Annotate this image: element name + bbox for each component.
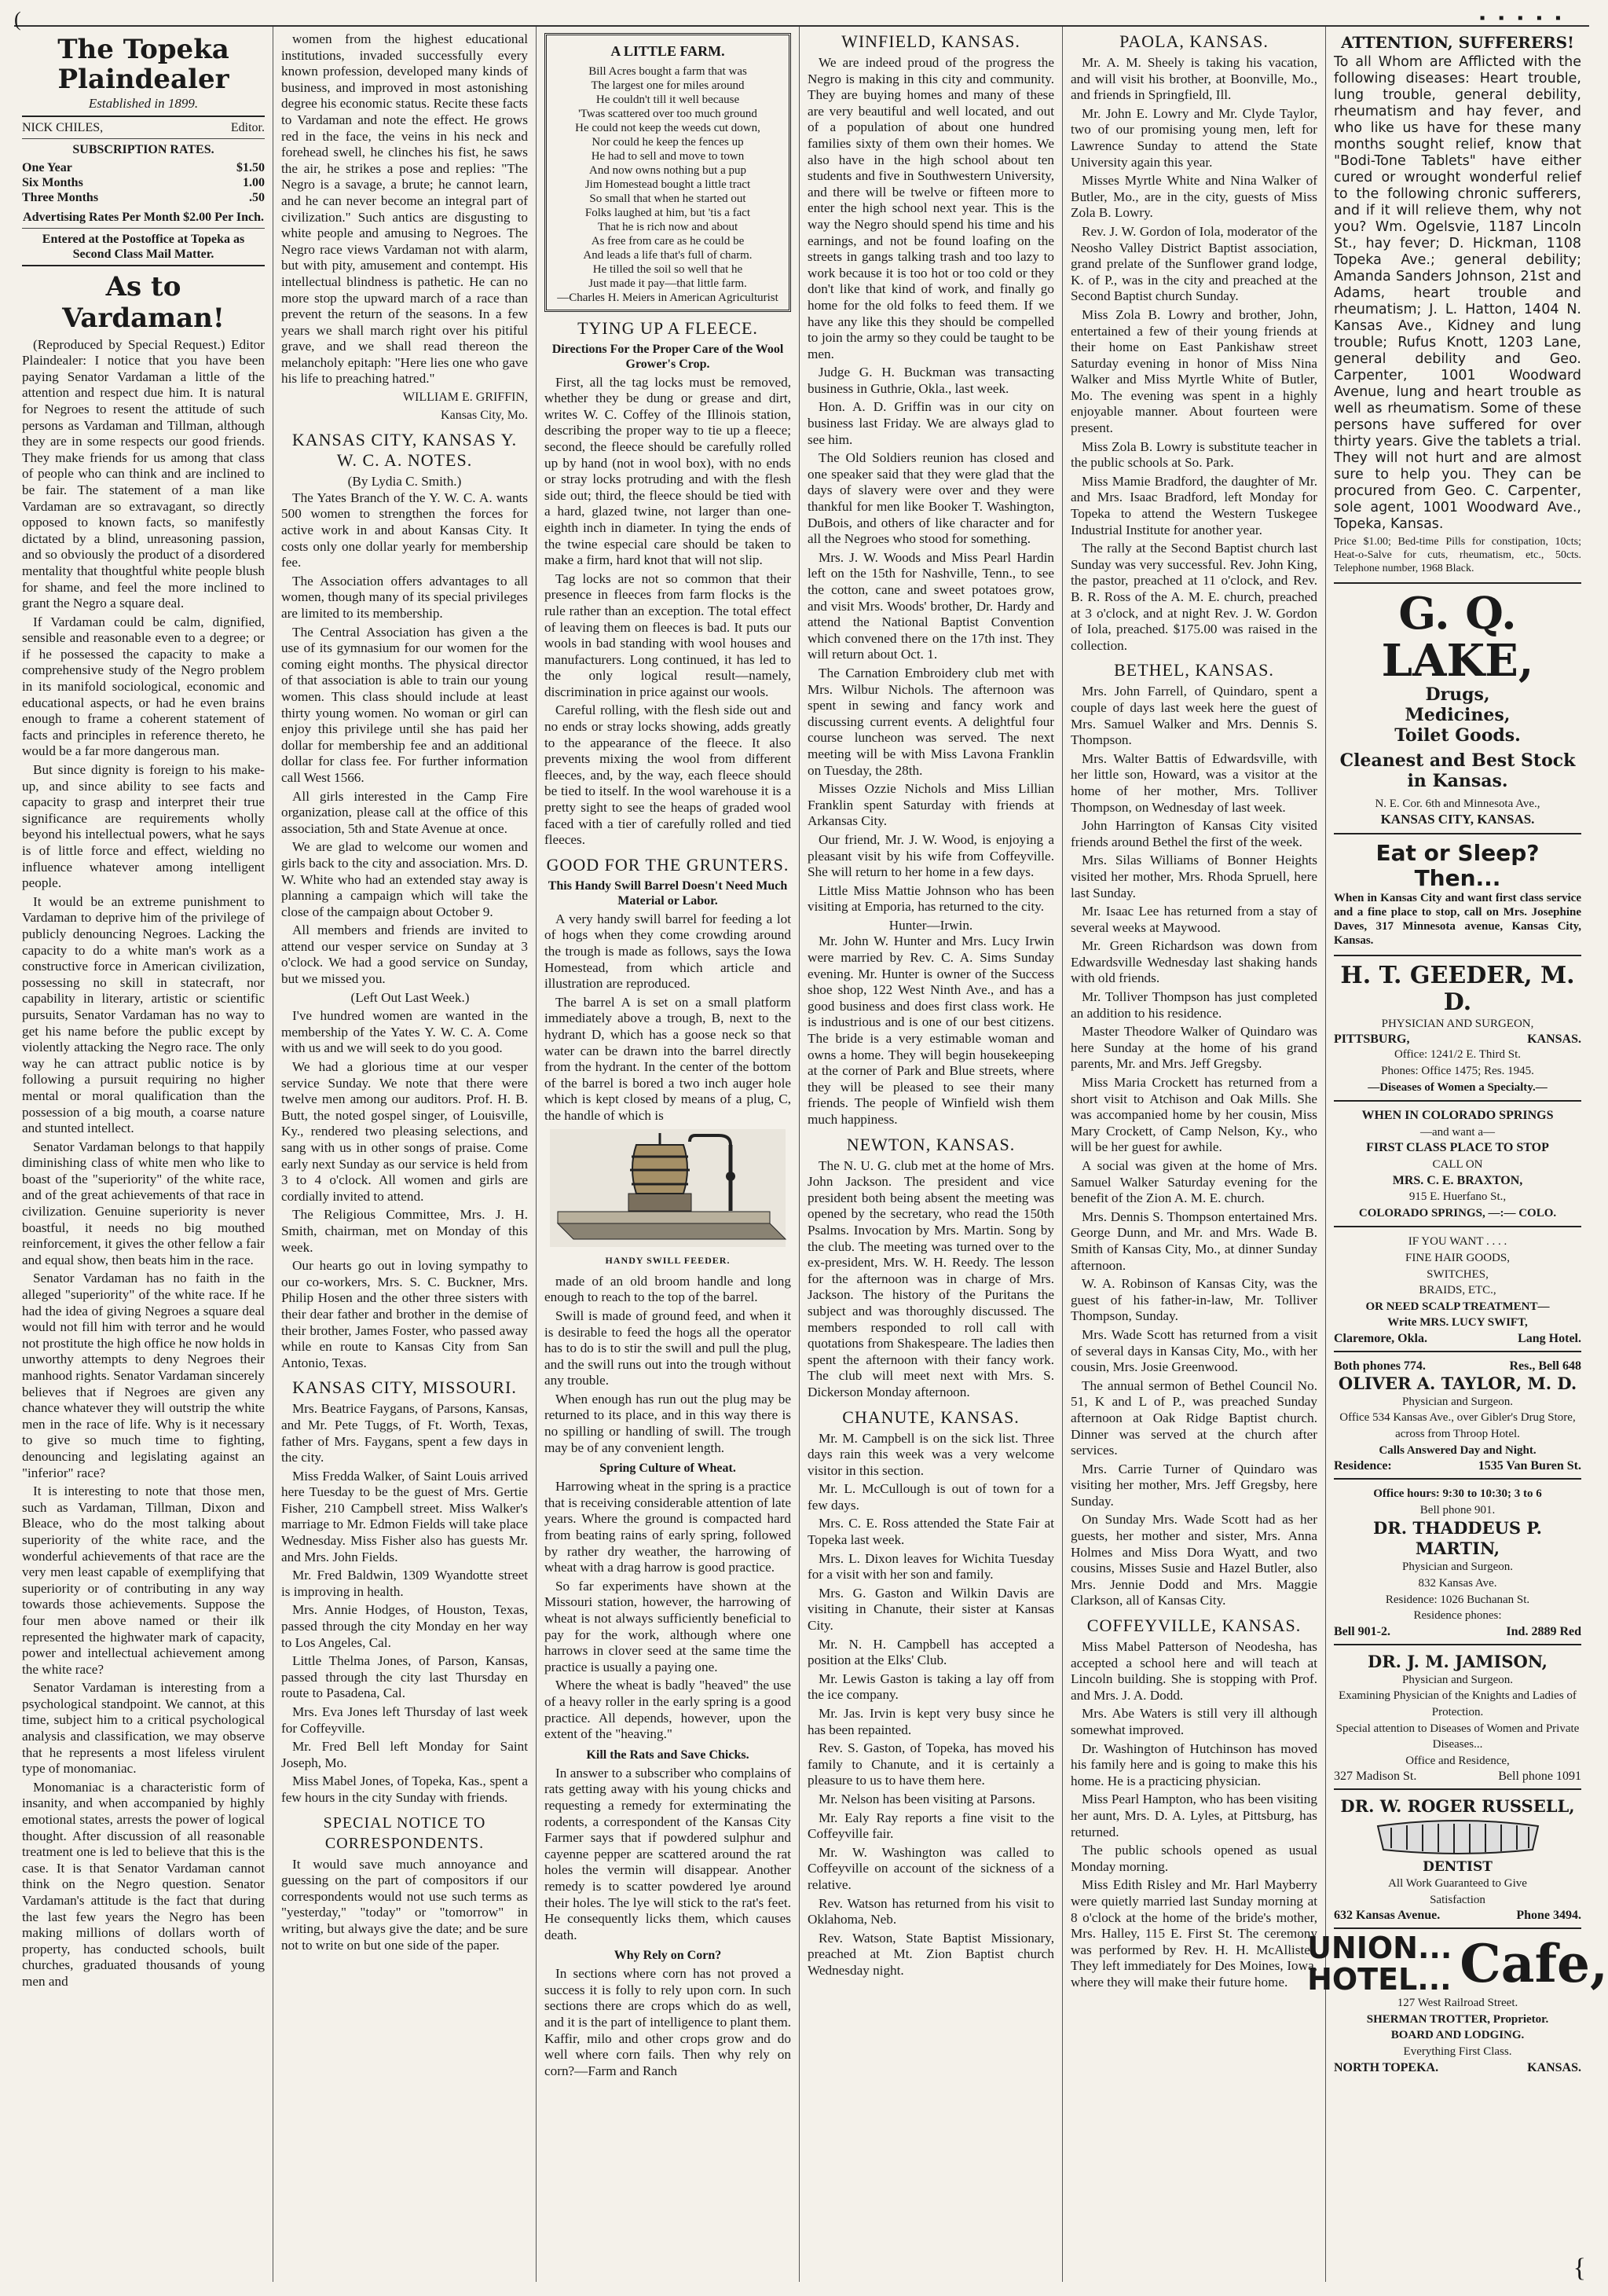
poem-line: He could not keep the weeds cut down, [575, 121, 760, 134]
ad-state: KANSAS. [1527, 2060, 1581, 2074]
ad-line: Medicines, [1405, 704, 1511, 725]
ad-line: Physician and Surgeon. [1402, 1395, 1513, 1408]
ad-fineprint: Price $1.00; Bed-time Pills for constipation, 10cts; Heat-o-Salve for cuts, rheumatism, etc., 50cts. Telephone number, 1968 Black. [1334, 535, 1581, 574]
paragraph: Careful rolling, with the flesh side out and no ends or stray locks showing, adds greatly to the appearance of the fleece. It also prevents mixing the wool from different fleeces, and, by the way, each fleece should be tied to itself. In the wool warehouse it is a pretty sight to see the heaps of graded wool faced with a tier of carefully rolled and tied fleeces. [544, 702, 791, 848]
union-heading [1307, 1931, 1608, 1997]
paragraph: W. A. Robinson of Kansas City, was the guest of his father-in-law, Mr. Tolliver Thompson, Sunday. [1071, 1276, 1317, 1324]
ad-line: Calls Answered Day and Night. [1379, 1443, 1537, 1457]
cafe-word: Cafe, [1460, 1933, 1608, 1995]
paragraph: (Left Out Last Week.) [350, 989, 470, 1005]
editor-line [22, 120, 265, 135]
section-heading: KANSAS CITY, KANSAS Y. W. C. A. NOTES. [291, 430, 518, 471]
paragraph: Where the wheat is badly "heaved" the use of a heavy roller in the early spring is a good practice. All depends, however, upon the extent of the "heaving." [544, 1678, 791, 1742]
ad-russell [1334, 1793, 1581, 1929]
paragraph: Rev. Watson has returned from his visit to Oklahoma, Neb. [808, 1895, 1054, 1927]
paragraph: The public schools opened as usual Monday morning. [1071, 1843, 1317, 1874]
paragraph: Senator Vardaman is interesting from a psychological standpoint. We cannot, at this time, subject him to a critical psychological analysis and classification, we may observe that he represents a most lifeless virulent type of monomaniac. [22, 1680, 265, 1777]
poem-line: That he is rich now and about [597, 220, 738, 233]
paragraph: Mrs. Walter Battis of Edwardsville, with her little son, Howard, was a visitor at the home of her mother, Mrs. Tolliver Thompson, on Wednesday of last week. [1071, 750, 1317, 815]
ad-subtitle: PHYSICIAN AND SURGEON, [1381, 1017, 1534, 1030]
ad-residence-row [1334, 1458, 1581, 1473]
ad-title: DR. W. ROGER RUSSELL, [1340, 1796, 1575, 1817]
paragraph: Harrowing wheat in the spring is a practice that is receiving considerable attention of late years. Where the ground is compacted hard from beating rains of early spring, followed by rather dry weather, the harrowing of wheat with a drag harrow is good practice. [544, 1479, 791, 1575]
paragraph: First, all the tag locks must be removed, whether they be dung or grease and dirt, writes W. C. Coffey of the Illinois station, describing the proper way to tie up a fleece; second, the fleece should be carefully rolled up by hand (not in wool box), with no ends or stray locks protruding and with the flesh side out; third, the fleece should be tied with a hard, glazed twine, not larger than one-eighth inch in diameter. In tying the ends of the twine especial care should be taken to make a firm, hard knot that will not slip. [544, 374, 791, 568]
poem-title: A LITTLE FARM. [610, 43, 725, 59]
paragraph: Mr. A. M. Sheely is taking his vacation, and will visit his brother, at Boonville, Mo., and friends in Springfield, Ill. [1071, 55, 1317, 103]
paragraph: The Carnation Embroidery club met with Mrs. Wilbur Nichols. The afternoon was spent in sewing and fancy work and discussing current events. A delightful four course luncheon was served. The next meeting will be with Miss Lavona Franklin on Tuesday, the 28th. [808, 665, 1054, 778]
ad-phone: Bell 901-2. [1334, 1624, 1390, 1638]
subheading: Kill the Rats and Save Chicks. [586, 1748, 749, 1762]
ad-title: H. T. GEEDER, M. D. [1340, 961, 1575, 1016]
poem-line: Folks laughed at him, but 'tis a fact [584, 206, 751, 219]
poem-box [544, 33, 791, 312]
ad-hours: Office hours: 9:30 to 10:30; 3 to 6 [1373, 1487, 1542, 1501]
ad-line: FIRST CLASS PLACE TO STOP [1366, 1141, 1549, 1155]
ad-geeder [1334, 959, 1581, 1102]
poem-line: He tilled the soil so well that he [592, 262, 743, 276]
rate-label: One Year [22, 160, 72, 174]
ad-city: PITTSBURG, [1334, 1032, 1410, 1047]
ad-phone: Bell phone 1091 [1498, 1770, 1581, 1784]
section-heading: NEWTON, KANSAS. [846, 1134, 1016, 1154]
paragraph: Swill is made of ground feed, and when it is desirable to feed the hogs all the operator has to do is to stir the swill and pull the plug, and the swill runs out into the trough without any trouble. [544, 1308, 791, 1388]
ad-tagline: Cleanest and Best Stock in Kansas. [1339, 750, 1576, 791]
paragraph: All members and friends are invited to attend our vesper service on Sunday at 3 o'clock. We had a good service on Sunday, but we missed you. [281, 922, 528, 987]
paragraph: The annual sermon of Bethel Council No. 51, K and L of P., was preached Sunday afternoon at Oak Ridge Baptist church. Dinner was served at the church after services. [1071, 1377, 1317, 1458]
paragraph: Miss Mabel Patterson of Neodesha, has accepted a school here and will teach at Lincoln building. She is stopping with Prof. and Mrs. J. A. Dodd. [1071, 1639, 1317, 1703]
paragraph: Mrs. J. W. Woods and Miss Pearl Hardin left on the 15th for Nashville, Tenn., to see the cotton, cane and sweet potatoes grow, and visit Mrs. Woods' brother, Dr. Hardy and attend the National Baptist Convention which convened there on the 17th inst. They will return about Oct. 1. [808, 549, 1054, 662]
ad-title: OLIVER A. TAYLOR, M. D. [1338, 1373, 1577, 1393]
ad-line: All Work Guaranteed to Give [1388, 1876, 1527, 1890]
paragraph: Mrs. Eva Jones left Thursday of last week for Coffeyville. [281, 1704, 528, 1736]
paragraph: Senator Vardaman belongs to that happily diminishing class of white men who like to boast of the "superiority" of the white race, and of the great achievements of that race in civilization. Genuine superiority is never boastful, it needs no big mouthed reinforcement, it gives the other fellow a fair and equal show, then beats him in the race. [22, 1139, 265, 1267]
editor-name: NICK CHILES, [22, 120, 104, 134]
ad-line: BRAIDS, ETC., [1419, 1284, 1496, 1297]
ad-city-row [1334, 1331, 1581, 1346]
paragraph: Mr. Green Richardson was down from Edwardsville Wednesday last shaking hands with old friends. [1071, 938, 1317, 986]
poem-line: He had to sell and move to town [591, 149, 745, 163]
ad-line: Residence: 1026 Buchanan St. [1385, 1593, 1530, 1606]
union-word: UNION... [1307, 1931, 1452, 1966]
column-3 [537, 27, 800, 2282]
column-2 [273, 27, 537, 2282]
paragraph: Dr. Washington of Hutchinson has moved his family here and is going to make this his home. He is a practicing physician. [1071, 1740, 1317, 1788]
paragraph: A very handy swill barrel for feeding a lot of hogs when they come crowding around the trough is made as follows, says the Iowa Homestead, from which article and illustration are reproduced. [544, 911, 791, 992]
paragraph: The Association offers advantages to all women, though many of its special privileges are limited to its membership. [281, 573, 528, 621]
ad-phone: Res., Bell 648 [1509, 1359, 1581, 1373]
left-edge-mark: ( [14, 8, 21, 31]
section-heading: TYING UP A FLEECE. [577, 317, 758, 338]
hotel-word: HOTEL... [1307, 1962, 1452, 1997]
masthead: The Topeka Plaindealer [57, 34, 229, 95]
paragraph: It would be an extreme punishment to Vardaman to deprive him of the privilege of publicly denouncing Negroes. Lacking the capacity to do a white man's work as a constructive force in American civilization, possessing no skill in statecraft, nor capability in literary, artistic or scientific pursuits, Senator Vardaman has no way to get his name before the public except by violently attacking the Negro race. The only way he can attract public notice is by following a pursuit requiring no higher mental or moral qualification than the possession of a big mouth, a coarse nature and stunted intellect. [22, 893, 265, 1136]
poem-credit: —Charles H. Meiers in American Agriculturist [557, 291, 778, 304]
paragraph: Miss Zola B. Lowry is substitute teacher in the public schools at So. Park. [1071, 438, 1317, 471]
paragraph: Mrs. Silas Williams of Bonner Heights visited her mother, Mrs. Rhoda Spruell, here last Sunday. [1071, 853, 1317, 900]
article-headline: As to Vardaman! [62, 270, 225, 334]
paragraph: Rev. S. Gaston, of Topeka, has moved his family to Chanute, and it is certainly a pleasure to us to have them here. [808, 1740, 1054, 1788]
ad-hotel: Lang Hotel. [1518, 1331, 1581, 1345]
byline: (By Lydia C. Smith.) [347, 474, 462, 490]
rate-row [22, 160, 265, 175]
paragraph: Mr. Lewis Gaston is taking a lay off from the ice company. [808, 1671, 1054, 1703]
advertising-rates: Advertising Rates Per Month $2.00 Per Inch. [23, 210, 264, 224]
ad-body: When in Kansas City and want first class service and a fine place to stop, call on Mrs. Josephine Daves, 317 Minnesota avenue, Kansas City, Kansas. [1334, 891, 1581, 947]
section-heading: COFFEYVILLE, KANSAS. [1086, 1616, 1302, 1636]
paragraph: Little Thelma Jones, of Parson, Kansas, passed through the city last Thursday en route to Pasadena, Cal. [281, 1653, 528, 1701]
ad-line: IF YOU WANT . . . . [1408, 1235, 1507, 1249]
section-heading: PAOLA, KANSAS. [1119, 31, 1269, 51]
paragraph: I've hundred women are wanted in the membership of the Yates Y. W. C. A. Come with us and we will seek to do you good. [281, 1008, 528, 1056]
ad-phone: Phone 3494. [1516, 1909, 1581, 1923]
paragraph: Our hearts go out in loving sympathy to our co-workers, Mrs. S. C. Buckner, Mrs. Philip Hosen and the other three sisters with their dear father and brother in the demise of their brother, James Foster, who passed away while en route to Kansas City from San Antonio, Texas. [281, 1258, 528, 1370]
paragraph: So far experiments have shown at the Missouri station, however, the harrowing of wheat is not always sufficiently beneficial to pay for the work, although where one harrows in clover seed at the same time the practice is usually a paying one. [544, 1578, 791, 1674]
ad-address: 632 Kansas Avenue. [1334, 1909, 1441, 1923]
poem-line: He couldn't till it well because [595, 93, 740, 106]
paragraph: (Reproduced by Special Request.) Editor Plaindealer: I notice that you have been paying Senator Vardaman a little of the attention and respect due him. It is natural for Negroes to resent the attitude of such persons as Vardaman and Tillman, although they are in some respects our good friends. They make friends for us among that class of people who can think and are inclined to be fair. The statement of a man like Vardaman are so extravagant, so directly opposed to known facts, so manifestly dictated by a blind, unreasoning passion, and so obviously the product of a disordered mentality that thoughtful white people blush for shame, and feel the more inclined to grant the Negro a square deal. [22, 336, 265, 611]
ad-line: WHEN IN COLORADO SPRINGS [1361, 1109, 1554, 1123]
poem-line: Nor could he keep the fences up [592, 135, 744, 149]
section-heading: GOOD FOR THE GRUNTERS. [546, 854, 789, 875]
paragraph: Judge G. H. Buckman was transacting business in Guthrie, Okla., last week. [808, 365, 1054, 396]
poem-line: 'Twas scattered over too much ground [578, 107, 757, 120]
poem-line: Just made it pay—that little farm. [588, 277, 747, 290]
ad-line: BOARD AND LODGING. [1390, 2029, 1525, 2042]
ad-line: 915 E. Huerfano St., [1408, 1190, 1507, 1204]
paragraph: Little Miss Mattie Johnson who has been visiting at Emporia, has returned to the city. [808, 882, 1054, 915]
paragraph: Mrs. Carrie Turner of Quindaro was visiting her mother, Mrs. Jeff Gregsby, here Sunday. [1071, 1461, 1317, 1509]
ad-swift [1334, 1231, 1581, 1352]
top-margin [14, 8, 1589, 31]
barrel-drawing [550, 1129, 786, 1247]
figure-caption: HANDY SWILL FEEDER. [605, 1255, 731, 1267]
ad-line: OR NEED SCALP TREATMENT— [1365, 1300, 1550, 1313]
column-6-ads [1307, 27, 1608, 2282]
ad-office: Office: 1241/2 E. Third St. [1394, 1048, 1522, 1062]
ad-city: KANSAS CITY, KANSAS. [1380, 812, 1535, 827]
ad-address: 327 Madison St. [1334, 1770, 1417, 1784]
rate-price: $1.50 [236, 160, 265, 174]
paragraph: Miss Pearl Hampton, who has been visiting her aunt, Mrs. D. A. Lyles, at Pittsburg, has returned. [1071, 1792, 1317, 1839]
column-5 [1063, 27, 1326, 2282]
column-1 [14, 27, 273, 2282]
paragraph: Mrs. John Farrell, of Quindaro, spent a couple of days last week here the guest of Mrs. Samuel Walker and Mrs. Dennis S. Thompson. [1071, 684, 1317, 748]
paragraph: John Harrington of Kansas City visited friends around Bethel the first of the week. [1071, 818, 1317, 849]
poem-line: And leads a life that's full of charm. [583, 248, 753, 262]
ad-line: Residence phones: [1413, 1609, 1502, 1623]
paragraph: When enough has run out the plug may be returned to its place, and in this way there is no spilling or handling of swill. The trough may be of any convenient length. [544, 1391, 791, 1455]
ad-state: KANSAS. [1527, 1032, 1581, 1047]
paragraph: Mr. Isaac Lee has returned from a stay of several weeks at Maywood. [1071, 904, 1317, 935]
ad-line: Physician and Surgeon. [1402, 1673, 1513, 1686]
ad-address-row [1334, 1769, 1581, 1784]
column-4 [800, 27, 1063, 2282]
ad-city: Claremore, Okla. [1334, 1331, 1427, 1345]
section-heading: CHANUTE, KANSAS. [842, 1407, 1020, 1427]
poem-line: Jim Homestead bought a little tract [584, 178, 751, 191]
subheading: This Handy Swill Barrel Doesn't Need Much Material or Labor. [548, 878, 788, 908]
ad-title: DR. J. M. JAMISON, [1367, 1651, 1548, 1671]
ad-line: COLORADO SPRINGS, —:— COLO. [1358, 1206, 1557, 1220]
ad-line: CALL ON [1432, 1157, 1483, 1171]
ad-jamison [1334, 1649, 1581, 1791]
ad-address: 1535 Van Buren St. [1478, 1459, 1581, 1473]
top-right-marks: ▪ ▪ ▪ ▪ ▪ [1479, 9, 1566, 27]
paragraph: Mr. Jas. Irvin is kept very busy since he has been repainted. [808, 1706, 1054, 1737]
paragraph: Mr. Tolliver Thompson has just completed an addition to his residence. [1071, 989, 1317, 1021]
paragraph: Miss Edith Risley and Mr. Harl Mayberry were quietly married last Sunday morning at 8 o'clock at the home of the bride's mother, Mrs. Halley, 115 E. First St. The ceremony was performed by Rev. H. H. McAllister. They left immediately for Des Moines, Iowa, where they will make their future home. [1071, 1877, 1317, 1990]
paragraph: We are indeed proud of the progress the Negro is making in this city and community. They are buying homes and many of these are very beautiful and well located, and out of a population of about one hundred families sixty of them own their homes. We also have in the high school about ten students and five in Southwestern University, and there will be twelve or fifteen more to enter the high school next year. This is the way the Negro should spend his time and his earnings, and not be found loafing on the streets in gangs talking trash and too lazy to work because it is too hot or too cold or they don't like that kind of work, and finally go home for the old folks to feed them. If we have any like this they should be compelled to join the army so they could be taught to be men. [808, 55, 1054, 361]
paragraph: Mr. M. Campbell is on the sick list. Three days rain this week was a very welcome visitor in this section. [808, 1430, 1054, 1478]
rate-label: Six Months [22, 175, 83, 189]
paragraph: If Vardaman could be calm, dignified, sensible and reasonable even to a degree; or if he possessed the capacity to make a comprehensive study of the Negro problem in its manifold sociological, economic and educational aspects, or had he even brains enough to frame a coherent statement of facts and principles in reference thereto, he would be a far more dangerous man. [22, 614, 265, 759]
paragraph: All girls interested in the Camp Fire organization, please call at the office of this association, 5th and State Avenue at once. [281, 788, 528, 836]
paragraph: Mrs. Annie Hodges, of Houston, Texas, passed through the city Monday en her way to Los Angeles, Cal. [281, 1602, 528, 1650]
paragraph: Our friend, Mr. J. W. Wood, is enjoying a pleasant visit by his wife from Coffeyville. She will return to her home in a few days. [808, 831, 1054, 880]
paragraph: Rev. Watson, State Baptist Missionary, preached at Mt. Zion Baptist church Wednesday night. [808, 1930, 1054, 1978]
article-body [22, 337, 265, 1990]
paragraph: The Yates Branch of the Y. W. C. A. wants 500 women to strengthen the forces for active work in and about Kansas City. It costs only one dollar yearly for membership fee. [281, 490, 528, 570]
signature: WILLIAM E. GRIFFIN, [402, 391, 528, 405]
paragraph: Mr. John W. Hunter and Mrs. Lucy Irwin were married by Rev. C. A. Sims Sunday evening. Mr. Hunter is owner of the Success shoe shop, 122 West Ninth Ave., and has a good business and does first class work. He is industrious and is one of our best citizens. The bride is a very estimable woman and owns a home. They will begin housekeeping at the corner of Park and Blue streets, where they will be pleased to see their many friends. The people of Winfield wish them much happiness. [808, 933, 1054, 1127]
swill-feeder-illustration [544, 1129, 791, 1269]
paragraph: On Sunday Mrs. Wade Scott had as her guests, her mother and sister, Mrs. Anna Holmes and Miss Dora Wyatt, and two cousins, Misses Susie and Hazel Butler, also Mrs. Jennie Dodd and Mrs. Maggie Clarkson, all of Kansas City. [1071, 1512, 1317, 1608]
ad-line: Drugs, [1425, 684, 1490, 705]
ad-taylor [1334, 1355, 1581, 1480]
section-heading: BETHEL, KANSAS. [1114, 660, 1274, 680]
ad-title: G. Q. LAKE, [1381, 587, 1534, 687]
ad-phone: Bell phone 901. [1419, 1503, 1496, 1517]
ad-title: DR. THADDEUS P. MARTIN, [1373, 1518, 1542, 1559]
paragraph: Mr. W. Washington was called to Coffeyville on account of the sickness of a relative. [808, 1844, 1054, 1892]
paragraph: Mr. Fred Baldwin, 1309 Wyandotte street is improving in health. [281, 1568, 528, 1599]
paragraph: Miss Fredda Walker, of Saint Louis arrived here Tuesday to be the guest of Mrs. Gertie Fisher, 210 Campbell street. Miss Walker's marriage to Mr. Edmon Fields will take place Wednesday. Miss Fisher also has guests Mr. and Mrs. John Fields. [281, 1468, 528, 1564]
ad-line: 832 Kansas Ave. [1418, 1577, 1497, 1590]
ad-phones: Phones: Office 1475; Res. 1945. [1381, 1064, 1534, 1077]
poem-line: The largest one for miles around [591, 79, 745, 92]
paragraph: The Old Soldiers reunion has closed and one speaker said that they were glad that the days of slavery were over and they were thankful for men like Booker T. Washington, DuBois, and others of like character and for all the Negroes who stood for something. [808, 450, 1054, 547]
ad-line: Write MRS. LUCY SWIFT, [1387, 1316, 1528, 1330]
poem-line: As free from care as he could be [591, 234, 745, 248]
ad-line: SWITCHES, [1427, 1267, 1489, 1281]
rate-price: 1.00 [243, 175, 265, 189]
paragraph: It is interesting to note that those men, such as Vardaman, Tillman, Dixon and Bleace, who do the most talking about superiority of the white race, and the wonderful achievements of that race are the very men least capable of exemplifying that superiority or of contributing in any way towards those achievements. Suppose the four men above named or their ilk represented the highwater mark of capacity, power and intellectual achievement among the white race? [22, 1484, 265, 1677]
section-heading: KANSAS CITY, MISSOURI. [292, 1377, 517, 1398]
ad-line: SHERMAN TROTTER, Proprietor. [1366, 2012, 1549, 2026]
ad-line: Everything First Class. [1403, 2045, 1512, 2058]
paragraph: Mrs. C. E. Ross attended the State Fair at Topeka last week. [808, 1516, 1054, 1548]
ad-bodi-tone [1334, 31, 1581, 584]
paragraph: Mrs. Beatrice Faygans, of Parsons, Kansas, and Mr. Pete Tuggs, of Ft. Worth, Texas, father of Mrs. Faygans, spent a few days in the city. [281, 1401, 528, 1465]
paragraph: The Religious Committee, Mrs. J. H. Smith, chairman, met on Monday of this week. [281, 1207, 528, 1255]
ad-city: NORTH TOPEKA. [1334, 2060, 1439, 2074]
rate-row [22, 175, 265, 190]
ad-martin [1334, 1483, 1581, 1645]
paragraph: Miss Mabel Jones, of Topeka, Kas., spent a few hours in the city Sunday with friends. [281, 1773, 528, 1805]
paragraph: women from the highest educational institutions, invaded successfully every known profession, developed many kinds of business, and improved in most astonishing degree his economic status. Recite these facts to Vardaman and note the effect. He grows red in the face, the veins in his neck and forehead swell, he clinches his fist, he saws the air, he strikes a pose and replies: "The Negro is a savage, a brute; he cannot learn, and he can never become an integral part of civilization." Such antics are disgusting to white people and amusing to Negroes. The Negro race views Vardaman not with alarm, but with pity, amusement and contempt. His intellectual blindness is pathetic. He can no more stop the upward march of a race than prevent the return of the seasons. In a few years we shall march right over his pitiful grave, and we shall read thereon the melancholy epitaph: "Here lies one who gave his life to preaching hatred." [281, 31, 528, 387]
paragraph: Mr. N. H. Campbell has accepted a position at the Elks' Club. [808, 1636, 1054, 1668]
ad-line: 127 West Railroad Street. [1397, 1997, 1518, 2010]
paragraph: Mr. Nelson has been visiting at Parsons. [819, 1791, 1035, 1806]
paragraph: Hon. A. D. Griffin was in our city on business last Friday. We are always glad to see him. [808, 399, 1054, 447]
ad-title: Eat or Sleep? Then... [1375, 839, 1540, 891]
subheading: Spring Culture of Wheat. [599, 1462, 736, 1476]
rate-label: Three Months [22, 190, 99, 204]
paragraph: Senator Vardaman has no faith in the alleged "superiority" of the white race. If he had the idea of giving Negroes a square deal would not fill him with terror and he would not prostitute the high office he now holds in unworthy attempts to deny Negroes their manhood rights. Senator Vardaman sincerely believes that if Negroes are given any chance whatever they will outstrip the white men in the race of life. Why is it necessary to give so much time to fighting, denouncing and legislating against an "inferior" race? [22, 1271, 266, 1480]
paragraph: Mrs. Dennis S. Thompson entertained Mrs. George Dunn, and Mr. and Mrs. Wade B. Smith of Kansas City, Mo., at dinner Sunday afternoon. [1071, 1209, 1317, 1273]
ad-city-row [1334, 2060, 1581, 2075]
entered-notice: Entered at the Postoffice at Topeka as Second Class Mail Matter. [42, 232, 245, 261]
paragraph: But since dignity is foreign to his make-up, and since ability to see facts and capacity to grasp and interpret their true significance are requirements wholly beyond his intellectual powers, what he says is of little force and effect, wielding no influence whatever among intelligent people. [22, 762, 265, 891]
ad-line: Special attention to Diseases of Women and Private Diseases... [1335, 1722, 1580, 1751]
paragraph: Tag locks are not so common that their presence in fleeces from farm flocks is the rule rather than an exception. The total effect of leaving them on fleeces is bad. It puts our wools in bad standing with wool houses and manufacturers. Long continued, it has led to the only logical result—namely, discrimination in price against our wools. [544, 570, 791, 699]
ad-line: Toilet Goods. [1394, 724, 1521, 746]
subheading: Directions For the Proper Care of the Wool Grower's Crop. [551, 342, 784, 371]
ad-body: To all Whom are Afflicted with the following diseases: Heart trouble, lung trouble, general debility, rheumatism and hay fever, and who like us have for these many months sought relief, know that "Bodi-Tone Tablets" have either cured or wrought wonderful relief to the following chronic sufferers, and if it will relieve them, why not you? Wm. Ogelsvie, 1187 Lincoln St., hay fever; D. Hickman, 1108 Topeka Ave.; general debility; Amanda Sanders Johnson, 21st and Adams, heart trouble and rheumatism; J. L. Hatton, 1404 N. Kansas Ave., Kidney and lung trouble; Rufus Knott, 1203 Lane, general debility and Geo. Carpenter, 1001 Woodward Avenue, lung and heart trouble as well as rheumatism. Some of these persons have suffered for over thirty years. Give the tablets a trial. They will not hurt and are almost sure to help you. They can be procured from Geo. C. Carpenter, sole agent, 1001 Woodward Ave., Topeka, Kansas. [1334, 53, 1581, 532]
subscription-heading: SUBSCRIPTION RATES. [72, 142, 214, 156]
editor-label: Editor. [230, 120, 265, 134]
ad-title: ATTENTION, SUFFERERS! [1341, 33, 1574, 52]
paragraph: Misses Ozzie Nichols and Miss Lillian Franklin spent Saturday with friends at Arkansas City. [808, 781, 1054, 829]
ad-line: Physician and Surgeon. [1402, 1561, 1513, 1574]
paragraph: A social was given at the home of Mrs. Samuel Walker Saturday evening for the benefit of the Zion A. M. E. church. [1071, 1158, 1317, 1206]
section-heading: SPECIAL NOTICE TO CORRESPONDENTS. [323, 1814, 486, 1852]
ad-line: Satisfaction [1430, 1893, 1485, 1906]
ad-address: N. E. Cor. 6th and Minnesota Ave., [1375, 797, 1540, 810]
section-heading: WINFIELD, KANSAS. [841, 31, 1020, 51]
paragraph: made of an old broom handle and long enough to reach to the top of the barrel. [544, 1273, 791, 1305]
ad-subtitle: DENTIST [1423, 1859, 1493, 1876]
corner-mark: { [1573, 2254, 1586, 2283]
paragraph: Miss Mamie Bradford, the daughter of Mr. and Mrs. Isaac Bradford, left Monday for Topeka to attend the Western Tuskegee Industrial Institute for another year. [1071, 473, 1317, 537]
established-line: Established in 1899. [88, 96, 199, 111]
ad-line: MRS. C. E. BRAXTON, [1392, 1173, 1523, 1187]
paragraph: The N. U. G. club met at the home of Mrs. John Jackson. The president and vice president both being absent the meeting was opened by the secretary, who read the 150th Psalms. Invocation by Mrs. Martin. Song by the club. The meeting was turned over to the ex-president, Mrs. W. H. Reedy. The lesson for the afternoon was in charge of Mrs. Jackson. The history of the Puritans the subject and was thoroughly discussed. The members responded to roll call with quotations from Shakespeare. The ladies then spent the afternoon with their fancy work. The club will meet next with Mrs. S. Dickerson Monday afternoon. [808, 1157, 1054, 1399]
paragraph: Mr. L. McCullough is out of town for a few days. [808, 1481, 1054, 1513]
ad-label: Residence: [1334, 1459, 1392, 1473]
subheading: Why Rely on Corn? [614, 1949, 722, 1963]
ad-line: FINE HAIR GOODS, [1405, 1251, 1510, 1264]
paragraph: Rev. J. W. Gordon of Iola, moderator of the Neosho Valley District Baptist association, grand prelate of the Sunflower grand lodge, K. of P., was in the city and preached at the Second Baptist church Sunday. [1071, 223, 1317, 304]
paragraph: Mr. Fred Bell left Monday for Saint Joseph, Mo. [281, 1739, 528, 1770]
paragraph: We are glad to welcome our women and girls back to the city and association. Mrs. D. W. White who had an extended stay away is planning a campaign which will take the close of the campaign about October 9. [281, 839, 528, 919]
poem-line: So small that when he started out [589, 192, 746, 205]
paragraph: The Central Association has given a the use of its gymnasium for our women for the coming eight months. The physical director of that association is able to train our young women. This class should include at least thirty young women. No woman or girl can enjoy this privilege until she has paid her dollar for membership fee and an additional dollar for class fee. For further information call West 1566. [281, 624, 528, 785]
ad-city-row [1334, 1032, 1581, 1047]
rate-price: .50 [249, 190, 265, 204]
paragraph: Mrs. Abe Waters is still very ill although somewhat improved. [1071, 1706, 1317, 1737]
ad-line: Office 534 Kansas Ave., over Gibler's Drug Store, across from Throop Hotel. [1339, 1411, 1576, 1441]
teeth-icon [1372, 1818, 1544, 1858]
ad-braxton [1334, 1105, 1581, 1227]
paragraph: Miss Zola B. Lowry and brother, John, entertained a few of their young friends at their home on East Pankishaw street Saturday evening in honor of Miss Nina Walker and Miss Myrtle White of Butler, Mo. The evening was spent in a highly enjoyable manner. About fourteen were present. [1071, 306, 1317, 436]
paragraph: In sections where corn has not proved a success it is folly to rely upon corn. In such sections there are crops which do as well, and it is the part of intelligence to plant them. Kaffir, milo and other crops grow and do well where corn fails. Then why rely on corn?—Farm and Ranch [544, 1966, 791, 2078]
paragraph: Mr. John E. Lowry and Mr. Clyde Taylor, two of our promising young men, left for Lawrence Sunday to attend the State University again this year. [1071, 105, 1317, 170]
ad-line: Examining Physician of the Knights and Ladies of Protection. [1339, 1689, 1577, 1718]
paragraph: Miss Maria Crockett has returned from a short visit to Atchison and Oak Mills. She was accompanied home by her cousin, Miss Mary Crockett, of Camp Nelson, Ky., who will be her guest for awhile. [1071, 1075, 1317, 1155]
poem-line: Bill Acres bought a farm that was [588, 64, 747, 78]
ad-phone: Ind. 2889 Red [1506, 1624, 1581, 1638]
paragraph: We had a glorious time at our vesper service Sunday. We note that there were twelve men among our auditors. Prof. H. B. Butt, the noted gospel singer, of Louisville, Ky., rendered two pleasing selections, and sang with us in other songs of praise. Come early next Sunday as our service is held from 3 to 4 o'clock. All women and girls are cordially invited to attend. [281, 1059, 528, 1204]
paragraph: Master Theodore Walker of Quindaro was here Sunday at the home of his grand parents, Mr. and Mrs. Jeff Gregsby. [1071, 1024, 1317, 1072]
signature-place: Kansas City, Mo. [441, 408, 528, 422]
poem-line: And now owns nothing but a pup [589, 163, 746, 177]
paragraph: Mrs. L. Dixon leaves for Wichita Tuesday for a visit with her son and family. [808, 1550, 1054, 1583]
ad-phone-row [1334, 1624, 1581, 1639]
paragraph: Mrs. Wade Scott has returned from a visit of several days in Kansas City, Mo., with her cousin, Mrs. Josie Greenwood. [1071, 1326, 1317, 1375]
ad-specialty: —Diseases of Women a Specialty.— [1368, 1080, 1548, 1094]
ad-line: —and want a— [1420, 1125, 1495, 1139]
ad-address-row [1334, 1908, 1581, 1923]
paragraph: Monomaniac is a characteristic form of insanity, and when accompanied by highly emotional states, arrests the power of logical thought. After discussion of all reasonable treatment one is led to believe that this is the case. It is that Senator Vardaman cannot think on the Negro question. Senator Vardaman's attitude is the fact that during the last few years the Negro has been making millions of dollars worth of property, has conducted schools, built churches, graduated thousands of young men and [22, 1779, 265, 1989]
ad-eat-or-sleep [1334, 838, 1581, 956]
paragraph: Mrs. G. Gaston and Wilkin Davis are visiting in Chanute, their sister at Kansas City. [808, 1585, 1054, 1634]
paragraph: It would save much annoyance and guessing on the part of compositors if our correspondents would not use such terms as "yesterday," "today" or "tomorrow" in writing, but always give the date; and be sure not to write on but one side of the paper. [281, 1856, 528, 1953]
ad-phone: Both phones 774. [1334, 1359, 1426, 1373]
ad-union-hotel [1307, 1931, 1608, 2074]
paragraph: Mr. Ealy Ray reports a fine visit to the Coffeyville fair. [808, 1810, 1054, 1842]
paragraph: Misses Myrtle White and Nina Walker of Butler, Mo., are in the city, guests of Miss Zola B. Lowry. [1071, 173, 1317, 221]
paragraph: The rally at the Second Baptist church last Sunday was very successful. Rev. John King, the pastor, preached at 11 o'clock, and Rev. B. R. Ross of the A. M. E. church, preached at 3 o'clock, and at night Rev. J. W. Gordon of Iola, preached. $175.00 was raised in the collection. [1071, 541, 1317, 653]
ad-phone-row [1334, 1359, 1581, 1374]
ad-lake-drugs [1334, 587, 1581, 834]
subheading: Hunter—Irwin. [888, 917, 973, 933]
rate-row [22, 190, 265, 205]
paragraph: In answer to a subscriber who complains of rats getting away with his young chicks and requesting a remedy for exterminating the rodents, a correspondent of the Kansas City Farmer says that if powdered sulphur and cayenne pepper are scattered around the rat holes the vermin will disappear. Another remedy is to scatter powdered lye around their holes. The lye will stick to the rat's feet. He consequently licks them, which causes death. [544, 1765, 791, 1942]
ad-line: Office and Residence, [1405, 1754, 1510, 1767]
paragraph: The barrel A is set on a small platform immediately above a trough, B, next to the hydrant D, which has a goose neck so that water can be drawn into the barrel directly from the hydrant. In the center of the bottom of the barrel is bored a two inch auger hole which is kept closed by means of a plug, C, the handle of which is [544, 994, 791, 1123]
columns [14, 25, 1608, 2282]
